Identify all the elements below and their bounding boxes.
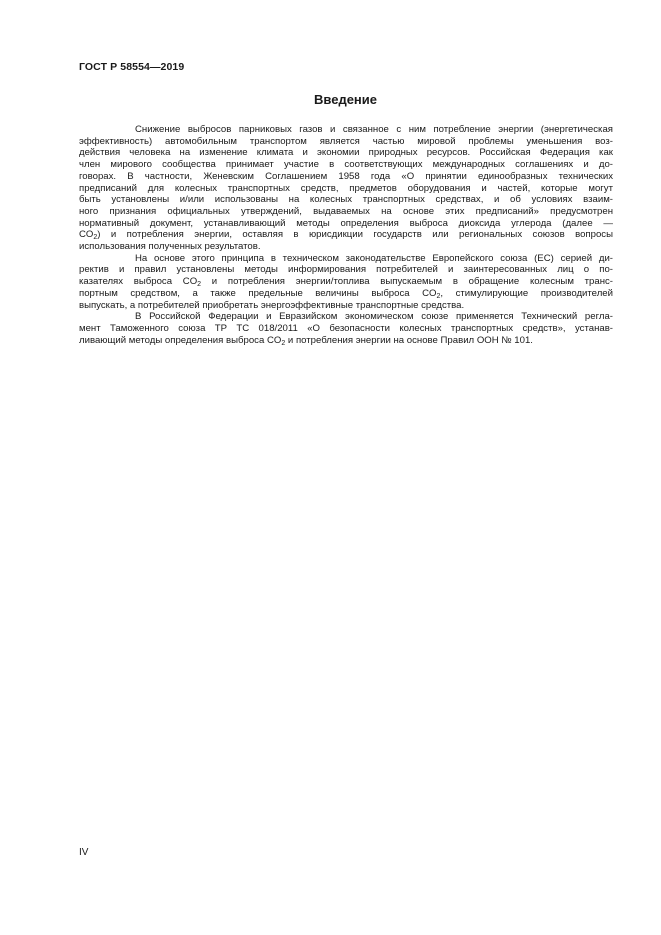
text-line: быть установлены и/или использованы на колесных транспортных средствах, и об условиях взаим- [79, 194, 613, 206]
subscript: 2 [436, 292, 441, 300]
text-line: нормативный документ, устанавливающий методы определения выброса диоксида углерода (далее — [79, 217, 613, 229]
text-line: эффективность) автомобильным транспортом является частью мировой проблемы уменьшения воз- [79, 135, 613, 147]
text-line [79, 276, 613, 288]
subscript: 2 [197, 281, 202, 289]
text-segment: ) и потребления энергии, оставляя в юрисдикции государств или региональных союзов вопросы [97, 229, 613, 241]
text-line: действия человека на изменение климата и экономии природных ресурсов. Российская Федерация как [79, 147, 613, 159]
body-text [79, 124, 613, 346]
text-line: говорах. В частности, Женевским Соглашением 1958 года «О принятии единообразных технических [79, 170, 613, 182]
text-line: ректив и правил установлены методы информирования потребителей и заинтересованных лиц о по- [79, 264, 613, 276]
page-number: IV [79, 847, 89, 858]
text-segment: и потребления энергии на основе Правил ООН № 101. [285, 334, 533, 346]
section-title: Введение [314, 92, 377, 107]
text-line: мент Таможенного союза ТР ТС 018/2011 «О безопасности колесных транспортных средств», устанав- [79, 322, 613, 334]
text-line: Снижение выбросов парниковых газов и связанное с ним потребление энергии (энергетическая [135, 124, 613, 135]
text-segment: , стимулирующие производителей [440, 287, 613, 299]
paragraph [79, 124, 613, 253]
text-line [79, 229, 613, 241]
subscript: 2 [93, 234, 98, 242]
text-line: В Российской Федерации и Евразийском экономическом союзе применяется Технический регла- [135, 311, 613, 323]
text-segment: ливающий методы определения выброса CO [79, 334, 282, 346]
paragraph [79, 253, 613, 312]
text-line: член мирового сообщества принимает участие в соответствующих международных соглашениях и до- [79, 159, 613, 171]
text-line: ного признания официальных утверждений, выдаваемых на основе этих предписаний» предусмотрен [79, 205, 613, 217]
text-line: выпускать, а потребителей приобретать энергоэффективные транспортные средства. [79, 299, 465, 311]
text-segment: портным средством, а также предельные величины выброса CO [79, 287, 437, 299]
paragraph [79, 311, 613, 346]
standard-code: ГОСТ Р 58554—2019 [79, 61, 185, 73]
text-segment: казателях выброса CO [79, 276, 198, 288]
text-line [79, 288, 613, 300]
text-line [79, 335, 613, 347]
text-segment: и потребления энергии/топлива выпускаемым в обращение колесным транс- [201, 276, 613, 288]
text-line: использования полученных результатов. [79, 241, 261, 253]
text-line: предписаний для колесных транспортных средств, предметов оборудования и частей, которые могут [79, 182, 613, 194]
subscript: 2 [281, 339, 286, 347]
text-segment: CO [79, 229, 94, 241]
text-line: На основе этого принципа в техническом законодательстве Европейского союза (ЕС) серией ди- [135, 252, 613, 264]
